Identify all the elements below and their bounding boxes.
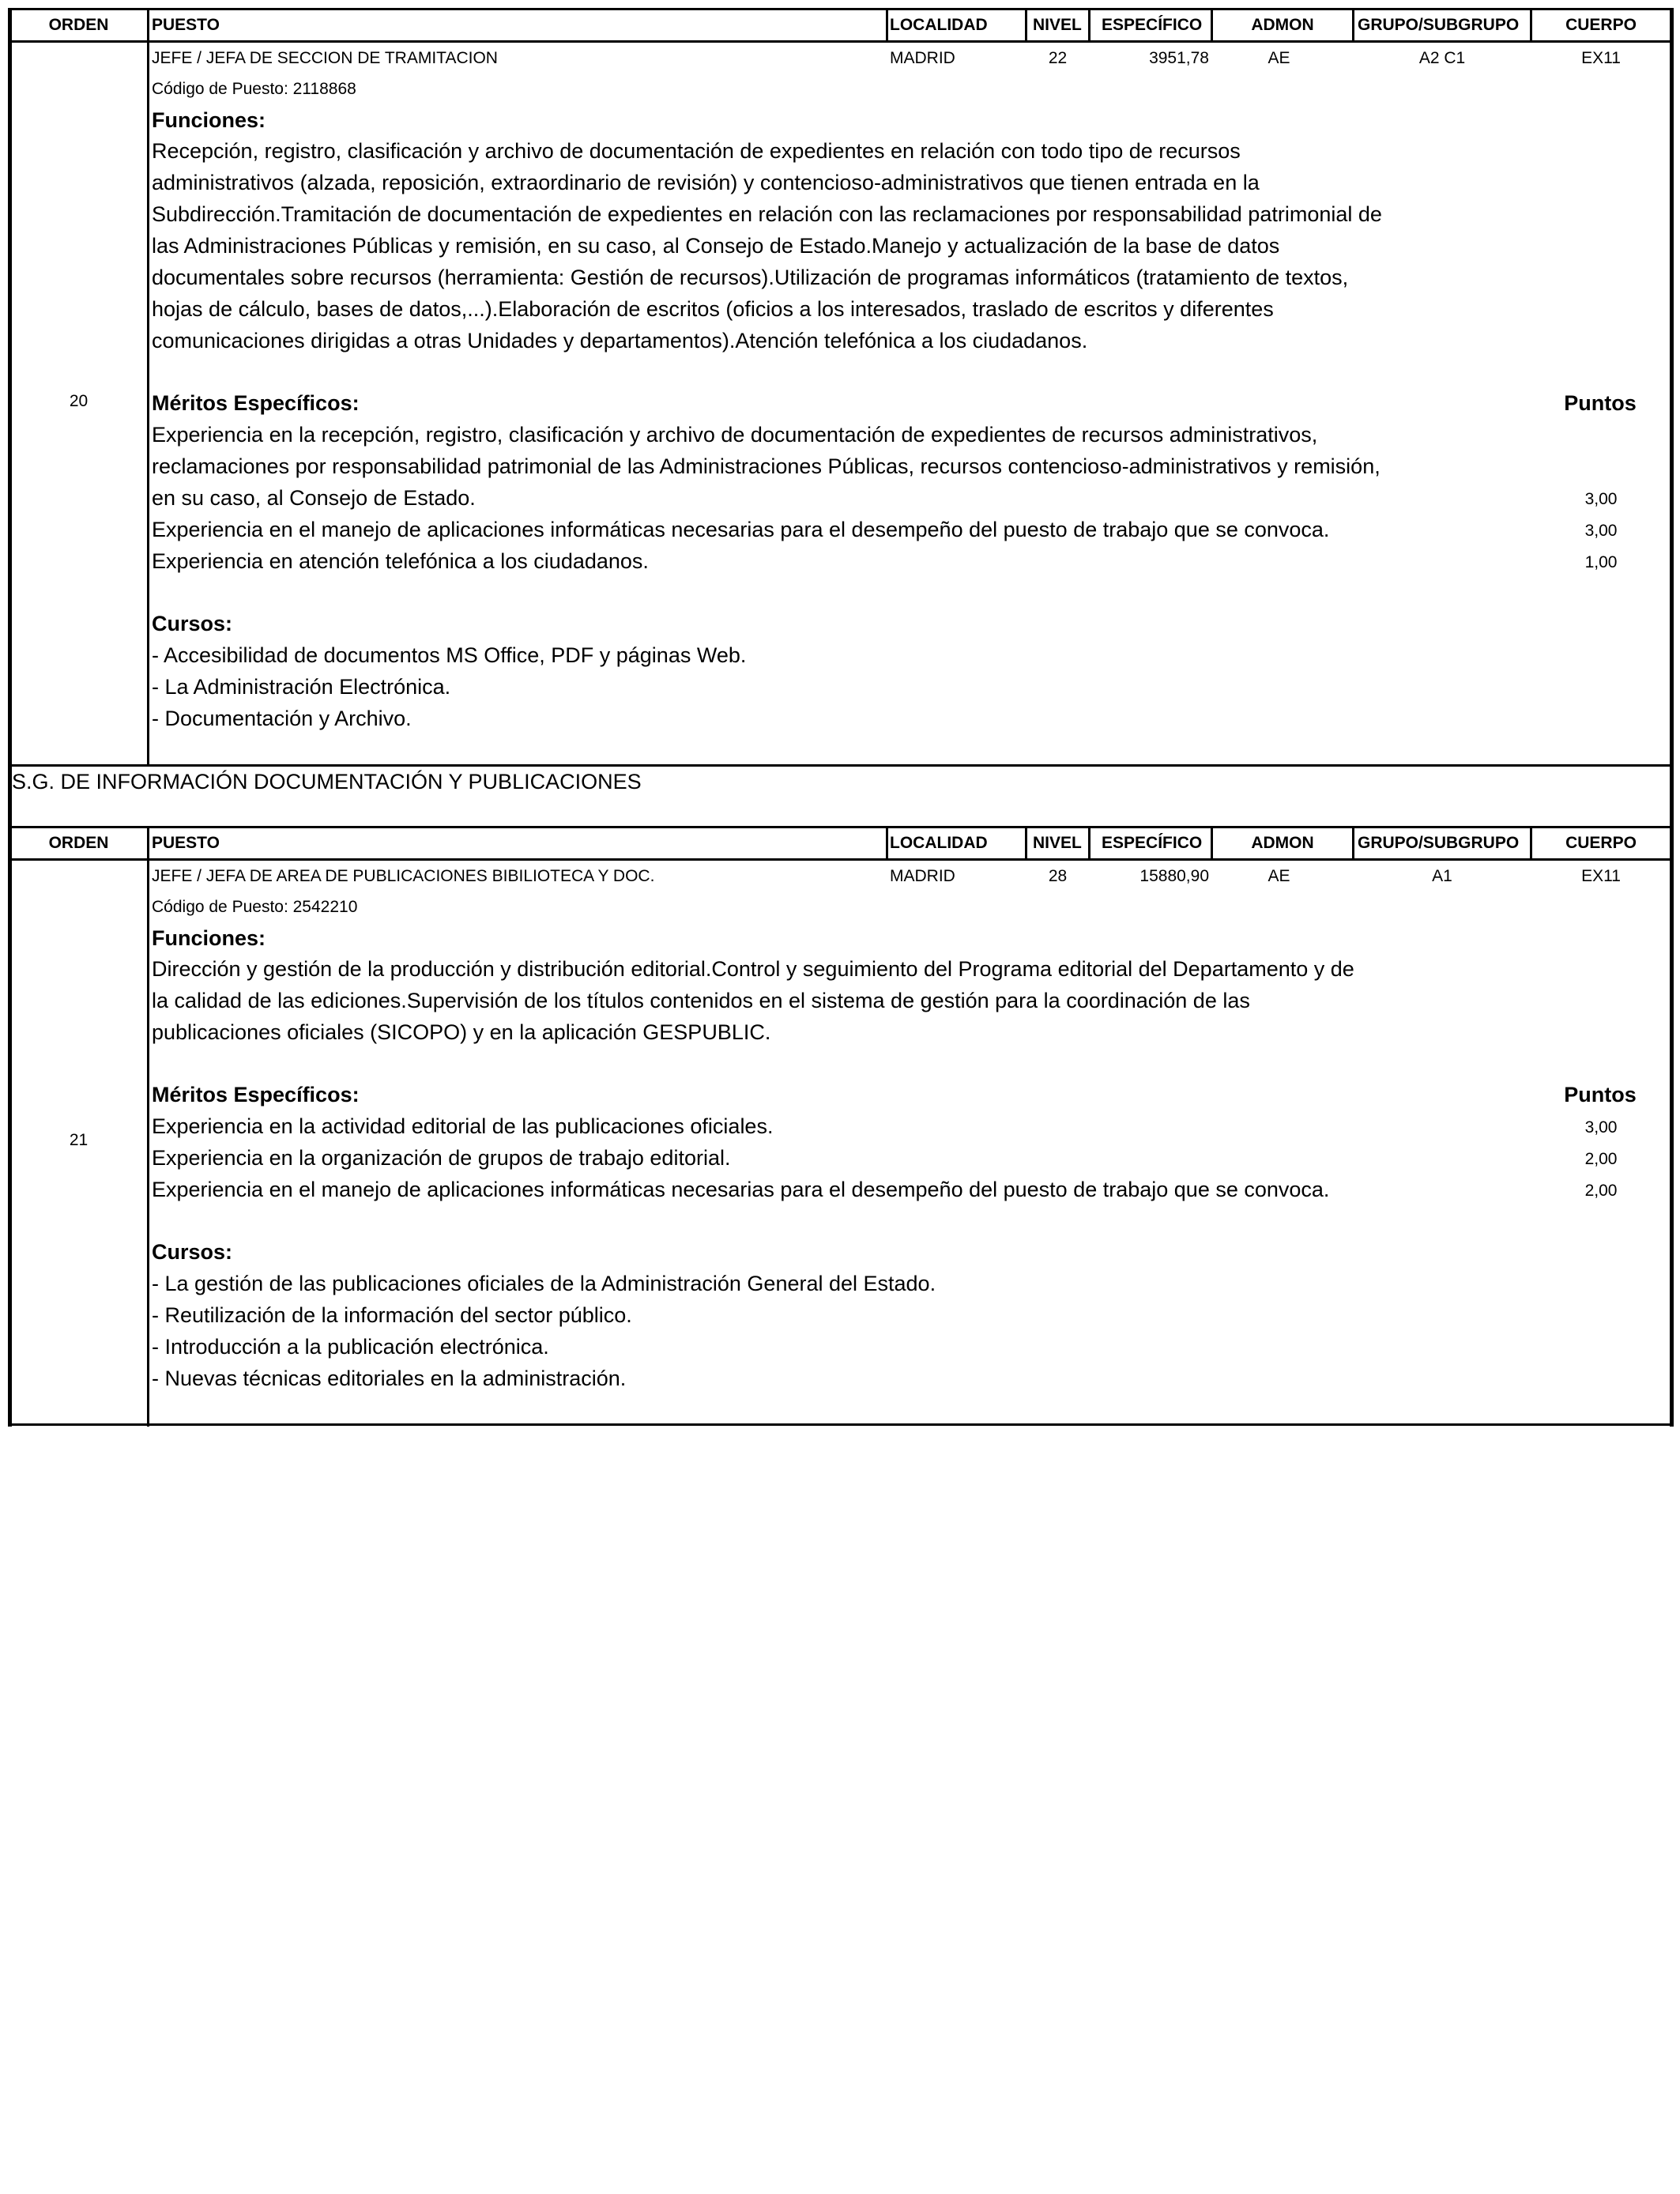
puntos-value: 3,00: [1584, 1118, 1618, 1137]
border: [8, 858, 1674, 861]
admon-value: AE: [1268, 49, 1290, 67]
especifico-value: 3951,78: [1149, 49, 1209, 67]
border: [147, 826, 149, 1427]
header-grupo: GRUPO/SUBGRUPO: [1358, 834, 1520, 852]
border: [8, 764, 1674, 767]
puesto-value: JEFE / JEFA DE AREA DE PUBLICACIONES BIBILIOTECA Y DOC.: [152, 867, 655, 885]
meritos-title: Méritos Específicos:: [152, 391, 360, 415]
codigo-puesto: Código de Puesto: 2118868: [152, 80, 356, 98]
meritos-line: Experiencia en el manejo de aplicaciones informáticas necesarias para el desempeño del puesto de trabajo que se convoca.: [152, 518, 1330, 541]
funciones-line: documentales sobre recursos (herramienta: Gestión de recursos).Utilización de programas informáticos (tratamiento de textos,: [152, 266, 1349, 289]
funciones-line: Recepción, registro, clasificación y archivo de documentación de expedientes en relación con todo tipo de recursos: [152, 139, 1241, 163]
border: [147, 8, 149, 767]
cuerpo-value: EX11: [1581, 49, 1621, 67]
curso-item: - Reutilización de la información del sector público.: [152, 1303, 632, 1327]
funciones-title: Funciones:: [152, 926, 266, 950]
puntos-value: 1,00: [1584, 553, 1618, 571]
border: [8, 8, 1674, 10]
border: [1088, 826, 1090, 860]
header-especifico: ESPECÍFICO: [1102, 834, 1203, 852]
border: [8, 40, 1674, 43]
border: [8, 8, 12, 767]
cursos-title: Cursos:: [152, 612, 233, 635]
curso-item: - Documentación y Archivo.: [152, 707, 412, 730]
header-cuerpo: CUERPO: [1565, 834, 1637, 852]
section-title: S.G. DE INFORMACIÓN DOCUMENTACIÓN Y PUBLICACIONES: [12, 770, 642, 794]
puntos-value: 3,00: [1584, 490, 1618, 508]
localidad-value: MADRID: [890, 49, 955, 67]
border: [886, 826, 888, 860]
header-localidad: LOCALIDAD: [890, 834, 988, 852]
border: [886, 8, 888, 42]
funciones-line: publicaciones oficiales (SICOPO) y en la aplicación GESPUBLIC.: [152, 1020, 771, 1044]
meritos-line: en su caso, al Consejo de Estado.: [152, 486, 476, 510]
funciones-line: hojas de cálculo, bases de datos,...).Elaboración de escritos (oficios a los interesados, traslado de escritos y diferentes: [152, 297, 1274, 321]
orden-value: 21: [69, 1131, 89, 1149]
curso-item: - Nuevas técnicas editoriales en la administración.: [152, 1367, 627, 1390]
border: [8, 826, 1674, 828]
header-nivel: NIVEL: [1033, 834, 1082, 852]
puesto-value: JEFE / JEFA DE SECCION DE TRAMITACION: [152, 49, 498, 67]
cursos-title: Cursos:: [152, 1240, 233, 1264]
localidad-value: MADRID: [890, 867, 955, 885]
especifico-value: 15880,90: [1139, 867, 1209, 885]
border: [1352, 826, 1354, 860]
grupo-value: A2 C1: [1418, 49, 1466, 67]
border: [1025, 8, 1027, 42]
nivel-value: 28: [1048, 867, 1068, 885]
puntos-value: 3,00: [1584, 522, 1618, 540]
puntos-value: 2,00: [1584, 1182, 1618, 1200]
meritos-title: Méritos Específicos:: [152, 1083, 360, 1106]
border: [1025, 826, 1027, 860]
border: [1670, 764, 1674, 827]
puntos-value: 2,00: [1584, 1150, 1618, 1168]
puntos-title: Puntos: [1564, 391, 1637, 415]
funciones-line: la calidad de las ediciones.Supervisión de los títulos contenidos en el sistema de gestión para la coordinación de las: [152, 989, 1250, 1012]
header-orden: ORDEN: [48, 834, 109, 852]
funciones-line: administrativos (alzada, reposición, extraordinario de revisión) y contencioso-administrativos que tienen entrada en la: [152, 171, 1260, 194]
border: [8, 826, 12, 1427]
header-admon: ADMON: [1251, 834, 1314, 852]
border: [1352, 8, 1354, 42]
header-puesto: PUESTO: [152, 834, 220, 852]
funciones-line: Dirección y gestión de la producción y distribución editorial.Control y seguimiento del Programa editorial del Departamento y de: [152, 957, 1354, 981]
funciones-line: comunicaciones dirigidas a otras Unidades y departamentos).Atención telefónica a los ciudadanos.: [152, 329, 1088, 352]
codigo-puesto: Código de Puesto: 2542210: [152, 898, 358, 916]
curso-item: - La Administración Electrónica.: [152, 675, 451, 699]
border: [8, 1423, 1674, 1426]
meritos-line: Experiencia en la recepción, registro, clasificación y archivo de documentación de expedientes de recursos administrativos,: [152, 423, 1318, 447]
funciones-line: Subdirección.Tramitación de documentación de expedientes en relación con las reclamaciones por responsabilidad patrimonial de: [152, 202, 1382, 226]
curso-item: - Accesibilidad de documentos MS Office, PDF y páginas Web.: [152, 643, 747, 667]
header-localidad: LOCALIDAD: [890, 16, 988, 34]
header-admon: ADMON: [1251, 16, 1314, 34]
funciones-line: las Administraciones Públicas y remisión, en su caso, al Consejo de Estado.Manejo y actualización de la base de datos: [152, 234, 1280, 258]
nivel-value: 22: [1048, 49, 1068, 67]
meritos-line: Experiencia en atención telefónica a los ciudadanos.: [152, 549, 649, 573]
meritos-line: reclamaciones por responsabilidad patrimonial de las Administraciones Públicas, recursos contencioso-administrativos y remisión,: [152, 454, 1381, 478]
header-grupo: GRUPO/SUBGRUPO: [1358, 16, 1520, 34]
admon-value: AE: [1268, 867, 1290, 885]
header-cuerpo: CUERPO: [1565, 16, 1637, 34]
curso-item: - La gestión de las publicaciones oficiales de la Administración General del Estado.: [152, 1272, 936, 1295]
header-especifico: ESPECÍFICO: [1102, 16, 1203, 34]
header-puesto: PUESTO: [152, 16, 220, 34]
meritos-line: Experiencia en la organización de grupos de trabajo editorial.: [152, 1146, 731, 1170]
header-nivel: NIVEL: [1033, 16, 1082, 34]
meritos-line: Experiencia en la actividad editorial de las publicaciones oficiales.: [152, 1114, 774, 1138]
header-orden: ORDEN: [48, 16, 109, 34]
border: [1088, 8, 1090, 42]
cuerpo-value: EX11: [1581, 867, 1621, 885]
curso-item: - Introducción a la publicación electrónica.: [152, 1335, 549, 1359]
meritos-line: Experiencia en el manejo de aplicaciones informáticas necesarias para el desempeño del puesto de trabajo que se convoca.: [152, 1178, 1330, 1201]
orden-value: 20: [69, 392, 89, 410]
puntos-title: Puntos: [1564, 1083, 1637, 1106]
border: [1670, 8, 1674, 767]
funciones-title: Funciones:: [152, 108, 266, 132]
grupo-value: A1: [1432, 867, 1452, 885]
border: [1670, 826, 1674, 1427]
